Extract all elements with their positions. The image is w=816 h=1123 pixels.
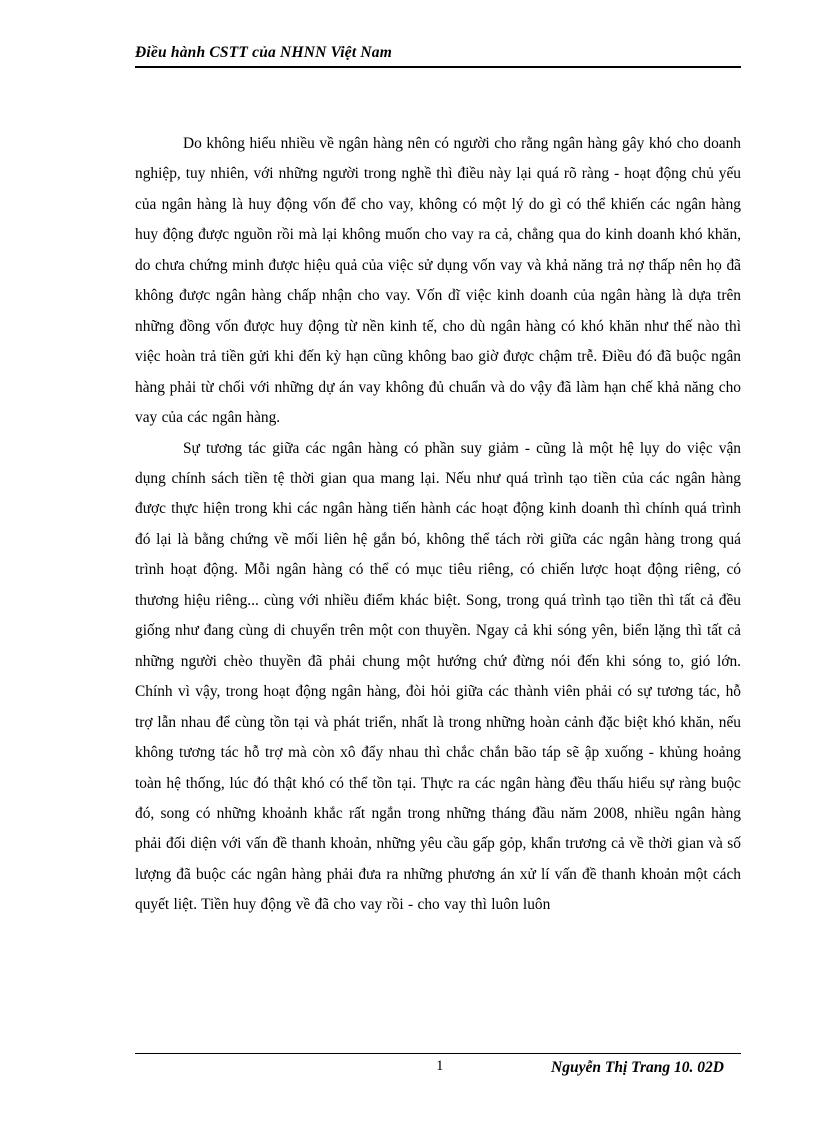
header-title: Điều hành CSTT của NHNN Việt Nam: [135, 44, 393, 61]
footer-author: Nguyễn Thị Trang 10. 02D: [551, 1059, 724, 1076]
paragraph-1: Do không hiểu nhiều về ngân hàng nên có người cho rằng ngân hàng gây khó cho doanh nghiệp, tuy nhiên, với những người trong nghề thì điều này lại quá rõ ràng - hoạt động chủ yếu của ngân hàng là huy động vốn để cho vay, không có một lý do gì có thể khiến các ngân hàng huy động được nguồn rồi mà lại không muốn cho vay ra cả, chẳng qua do kinh doanh khó khăn, do chưa chứng minh được hiệu quả của việc sử dụng vốn vay và khả năng trả nợ thấp nên họ đã không được ngân hàng chấp nhận cho vay. Vốn dĩ việc kinh doanh của ngân hàng là dựa trên những đồng vốn được huy động từ nền kinh tế, cho dù ngân hàng có khó khăn như thế nào thì việc hoàn trả tiền gửi khi đến kỳ hạn cũng không bao giờ được chậm trễ. Điều đó đã buộc ngân hàng phải từ chối với những dự án vay không đủ chuẩn và do vậy đã làm hạn chế khả năng cho vay của các ngân hàng.: [135, 135, 741, 427]
paragraph-2: Sự tương tác giữa các ngân hàng có phần suy giảm - cũng là một hệ lụy do việc vận dụng chính sách tiền tệ thời gian qua mang lại. Nếu như quá trình tạo tiền của các ngân hàng được thực hiện trong khi các ngân hàng tiến hành các hoạt động kinh doanh thì chính quá trình đó lại là bằng chứng về mối liên hệ gắn bó, không thể tách rời giữa các ngân hàng trong quá trình hoạt động. Mỗi ngân hàng có thể có mục tiêu riêng, có chiến lược hoạt động riêng, có thương hiệu riêng... cùng với nhiều điểm khác biệt. Song, trong quá trình tạo tiền thì tất cả đều giống như đang cùng di chuyển trên một con thuyền. Ngay cả khi sóng yên, biển lặng thì tất cả những người chèo thuyền đã phải chung một hướng chứ đừng nói đến khi sóng to, gió lớn. Chính vì vậy, trong hoạt động ngân hàng, đòi hỏi giữa các thành viên phải có sự tương tác, hỗ trợ lẫn nhau để cùng tồn tại và phát triển, nhất là trong những hoàn cảnh đặc biệt khó khăn, nếu không tương tác hỗ trợ mà còn xô đẩy nhau thì chắc chắn bão táp sẽ ập xuống - khủng hoảng toàn hệ thống, lúc đó thật khó có thể tồn tại. Thực ra các ngân hàng đều thấu hiểu sự ràng buộc đó, song có những khoảnh khắc rất ngắn trong những tháng đầu năm 2008, nhiều ngân hàng phải đối diện với vấn đề thanh khoản, những yêu cầu gấp gỏp, khẩn trương cả về thời gian và số lượng đã buộc các ngân hàng phải đưa ra những phương án xử lí vấn đề thanh khoản một cách quyết liệt. Tiền huy động về đã cho vay rồi - cho vay thì luôn luôn: [135, 439, 741, 914]
page-number: 1: [436, 1058, 444, 1074]
document-body: [135, 129, 741, 921]
footer-divider: [135, 1053, 741, 1054]
page-header: [135, 44, 741, 68]
